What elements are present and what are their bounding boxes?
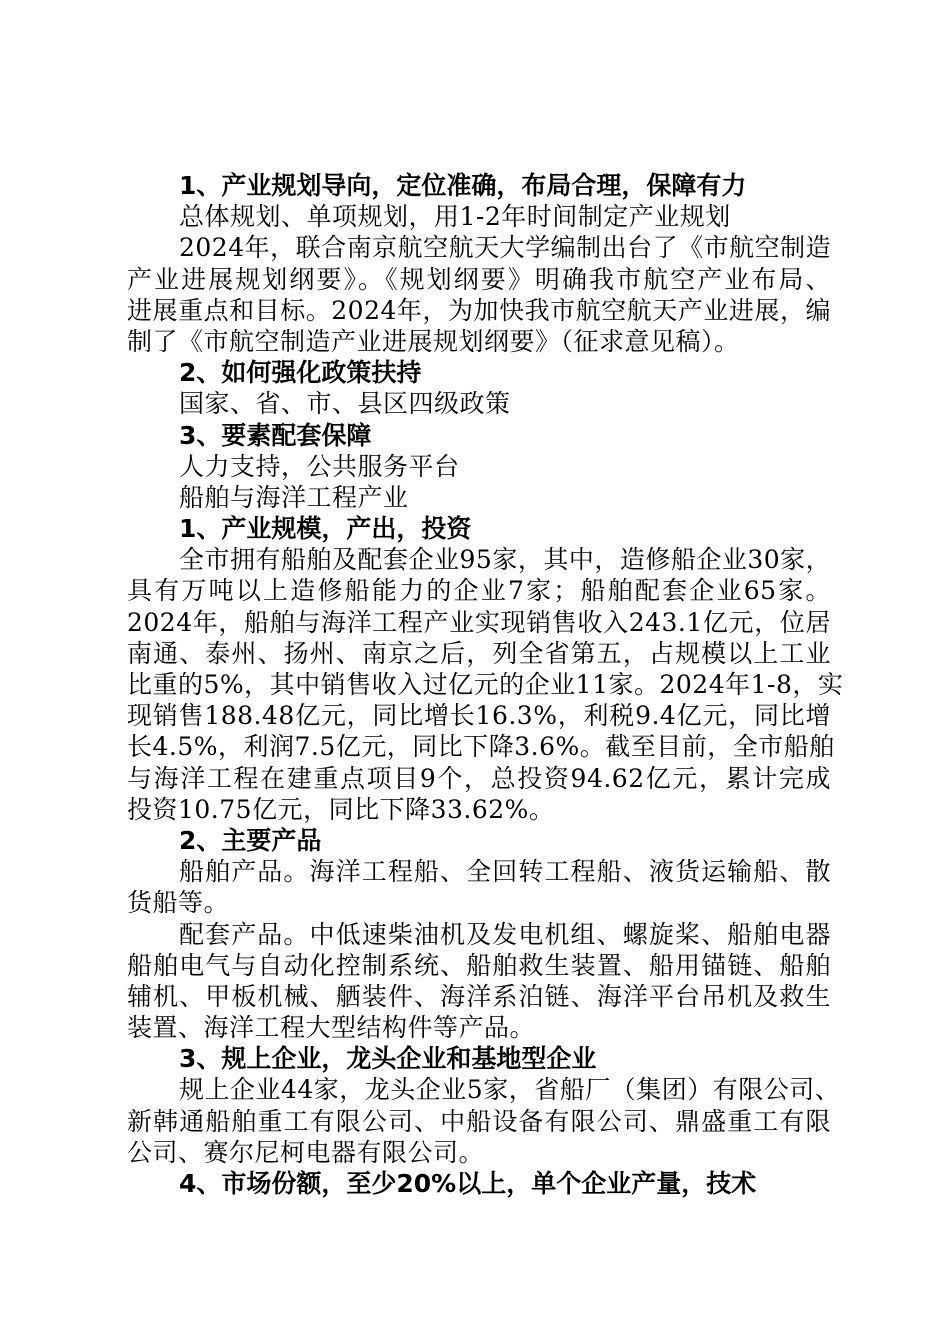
paragraph-line: 货船等。 [127,888,230,918]
paragraph-line: 新韩通船舶重工有限公司、中船设备有限公司、鼎盛重工有限 [127,1106,831,1136]
paragraph-line: 南通、泰州、扬州、南京之后，列全省第五，占规模以上工业 [127,638,831,668]
paragraph-line: 投资10.75亿元，同比下降33.62%。 [127,794,555,824]
paragraph-line: 比重的5%，其中销售收入过亿元的企业11家。2024年1-8，实 [127,670,844,699]
paragraph-line: 船舶产品。海洋工程船、全回转工程船、液货运输船、散 [179,857,831,887]
paragraph-line: 国家、省、市、县区四级政策 [179,389,511,419]
section-title-shipbuilding: 船舶与海洋工程产业 [179,482,409,512]
paragraph-line: 装置、海洋工程大型结构件等产品。 [127,1013,536,1043]
paragraph-line: 配套产品。中低速柴油机及发电机组、螺旋桨、船舶电器 [179,919,831,949]
paragraph-line: 全市拥有船舶及配套企业95家，其中，造修船企业30家， [179,545,832,575]
heading-market-share: 4、市场份额，至少20%以上，单个企业产量，技术 [179,1169,757,1198]
paragraph-line: 产业进展规划纲要》。《规划纲要》明确我市航空产业布局、 [127,264,831,294]
heading-industry-scale: 1、产业规模，产出，投资 [179,514,472,544]
paragraph-line: 制了《市航空制造产业进展规划纲要》（征求意见稿）。 [127,326,740,356]
paragraph-line: 与海洋工程在建重点项目9个，总投资94.62亿元，累计完成 [127,763,831,793]
heading-factor-support: 3、要素配套保障 [179,420,372,450]
heading-leading-enterprises: 3、规上企业，龙头企业和基地型企业 [179,1044,597,1074]
document-page [127,170,844,1199]
paragraph-line: 总体规划、单项规划，用1-2年时间制定产业规划 [179,202,731,232]
paragraph-line: 2024年，船舶与海洋工程产业实现销售收入243.1亿元，位居 [127,607,831,637]
heading-policy-support: 2、如何强化政策扶持 [179,358,422,388]
paragraph-line: 规上企业44家，龙头企业5家，省船厂（集团）有限公司、 [179,1075,841,1105]
paragraph-line: 现销售188.48亿元，同比增长16.3%，利税9.4亿元，同比增 [127,701,831,731]
heading-industry-planning: 1、产业规划导向，定位准确，布局合理，保障有力 [179,171,747,200]
paragraph-line: 人力支持，公共服务平台 [179,451,460,481]
paragraph-line: 辅机、甲板机械、舾装件、海洋系泊链、海洋平台吊机及救生 [127,981,831,1011]
paragraph-line: 进展重点和目标。2024年，为加快我市航空航天产业进展，编 [127,295,831,325]
paragraph-line: 具有万吨以上造修船能力的企业7家；船舶配套企业65家。 [127,576,831,606]
paragraph-line: 2024年，联合南京航空航天大学编制出台了《市航空制造 [179,233,832,263]
paragraph-line: 长4.5%，利润7.5亿元，同比下降3.6%。截至目前，全市船舶 [127,732,835,762]
paragraph-line: 船舶电气与自动化控制系统、船舶救生装置、船用锚链、船舶 [127,950,831,980]
heading-main-products: 2、主要产品 [179,825,322,855]
paragraph-line: 公司、赛尔尼柯电器有限公司。 [127,1137,485,1167]
